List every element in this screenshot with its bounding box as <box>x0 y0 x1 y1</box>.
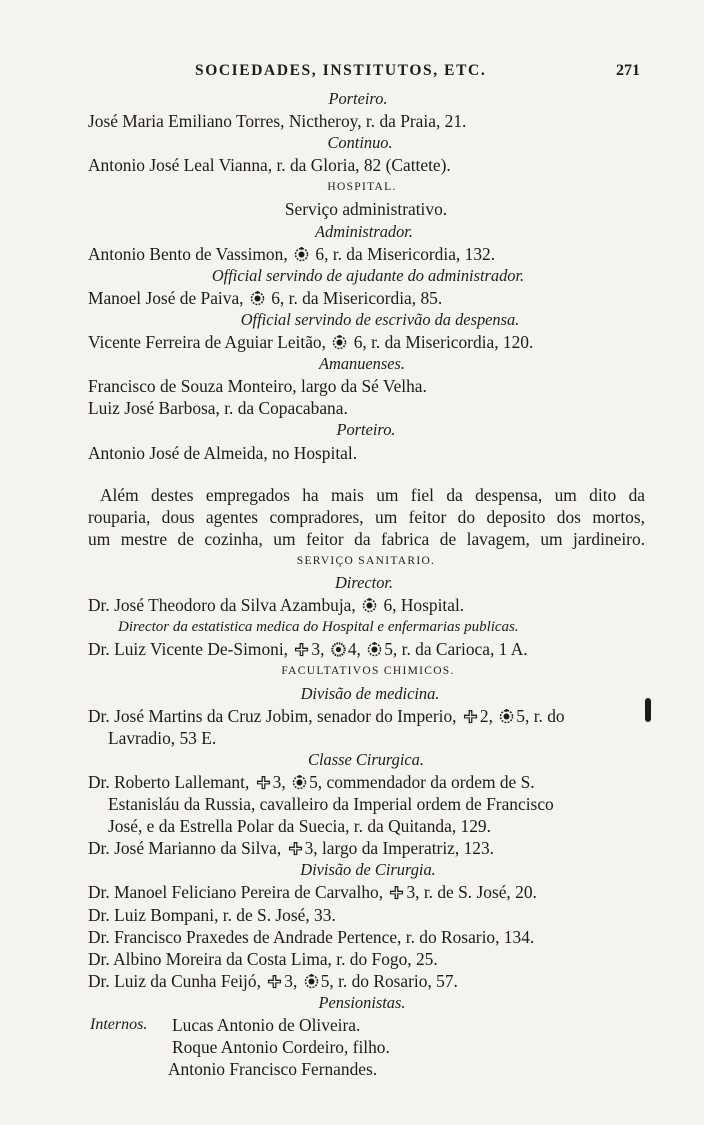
entry-text: José Maria Emiliano Torres, Nictheroy, r. da Praia, 21. <box>88 111 467 132</box>
entry-text: Dr. Albino Moreira da Costa Lima, r. do Fogo, 25. <box>88 948 438 969</box>
order-of-christ-icon <box>294 642 309 657</box>
page-body <box>0 88 704 464</box>
entry-line <box>0 837 704 859</box>
order-of-the-rose-icon <box>292 775 307 790</box>
entry-label: Internos. <box>90 1015 148 1033</box>
section-heading: Classe Cirurgica. <box>308 749 424 769</box>
entry-text: Estanisláu da Russia, cavalleiro da Imperial ordem de Francisco <box>108 794 554 815</box>
section-heading: Divisão de medicina. <box>300 683 440 703</box>
order-of-cruzeiro-icon <box>331 642 346 657</box>
entry-line <box>0 771 704 793</box>
entry-text: Dr. José Theodoro da Silva Azambuja, 6, Hospital. <box>88 595 465 616</box>
section-heading: Continuo. <box>327 133 393 153</box>
section-heading: Porteiro. <box>336 420 396 440</box>
section-heading: Pensionistas. <box>318 992 406 1012</box>
section-heading: Official servindo de ajudante do administrador. <box>211 265 525 285</box>
entry-line <box>0 331 704 353</box>
order-of-the-rose-icon <box>367 642 382 657</box>
entry-line <box>0 815 704 837</box>
order-of-christ-icon <box>288 841 303 856</box>
entry-text: Antonio José Leal Vianna, r. da Gloria, 82 (Cattete). <box>88 155 451 176</box>
section-heading: Divisão de Cirurgia. <box>300 860 436 880</box>
entry-line <box>0 375 704 397</box>
order-of-christ-icon <box>267 974 282 989</box>
entry-text: Lavradio, 53 E. <box>108 727 217 748</box>
entry-text: Antonio Francisco Fernandes. <box>168 1059 378 1080</box>
paragraph-line: rouparia, dous agentes compradores, um feitor do deposito dos mortos, <box>88 507 645 528</box>
section-title-hospital: HOSPITAL. <box>327 181 397 194</box>
order-of-the-rose-icon <box>304 974 319 989</box>
section-heading: Amanuenses. <box>318 354 406 374</box>
entry-text: Dr. Luiz da Cunha Feijó, 3, 5, r. do Rosario, 57. <box>88 970 458 991</box>
section-subtitle: Serviço administrativo. <box>284 199 448 220</box>
order-of-the-rose-icon <box>499 709 514 724</box>
page-number: 271 <box>616 62 640 79</box>
entry-line <box>0 727 704 749</box>
section-heading: Director. <box>334 573 394 593</box>
running-title: SOCIEDADES, INSTITUTOS, ETC. <box>195 62 487 79</box>
entry-text: Lucas Antonio de Oliveira. <box>172 1014 361 1035</box>
entry-line <box>0 970 704 992</box>
entry-text: Vicente Ferreira de Aguiar Leitão, 6, r. da Misericordia, 120. <box>88 332 534 353</box>
entry-line <box>0 926 704 948</box>
entry-line <box>0 442 704 464</box>
section-heading: Administrador. <box>315 221 413 241</box>
entry-text: Luiz José Barbosa, r. da Copacabana. <box>88 398 348 419</box>
entry-line <box>0 1014 704 1036</box>
entry-line <box>0 287 704 309</box>
running-header <box>0 62 704 86</box>
entry-line <box>0 705 704 727</box>
entry-line <box>0 793 704 815</box>
entry-text: José, e da Estrella Polar da Suecia, r. da Quitanda, 129. <box>108 816 491 837</box>
entry-line <box>0 881 704 903</box>
paragraph-line: um mestre de cozinha, um feitor da fabrica de lavagem, um jardineiro. <box>88 529 645 550</box>
section-heading: Official servindo de escrivão da despensa. <box>240 309 520 329</box>
entry-text: Dr. José Martins da Cruz Jobim, senador do Imperio, 2, 5, r. do <box>88 705 565 726</box>
entry-line <box>0 904 704 926</box>
section-title-sanitary: SERVIÇO SANITARIO. <box>296 555 436 567</box>
entry-text: Antonio José de Almeida, no Hospital. <box>88 442 358 463</box>
section-title-chemists: FACULTATIVOS CHIMICOS. <box>281 665 455 678</box>
entry-line <box>0 616 704 638</box>
entry-text: Dr. Luiz Vicente De-Simoni, 3, 4, 5, r. da Carioca, 1 A. <box>88 639 528 660</box>
entry-text: Dr. Francisco Praxedes de Andrade Pertence, r. do Rosario, 134. <box>88 926 535 947</box>
entry-line <box>0 243 704 265</box>
entry-line <box>0 154 704 176</box>
entry-text: Manoel José de Paiva, 6, r. da Misericordia, 85. <box>88 287 443 308</box>
order-of-the-rose-icon <box>362 598 377 613</box>
page-body-sanitary <box>0 550 704 1080</box>
order-of-the-rose-icon <box>250 291 265 306</box>
order-of-christ-icon <box>463 709 478 724</box>
entry-text: Dr. Luiz Bompani, r. de S. José, 33. <box>88 904 336 925</box>
entry-line <box>0 948 704 970</box>
order-of-christ-icon <box>256 775 271 790</box>
margin-ink-mark <box>645 698 651 722</box>
order-of-christ-icon <box>389 885 404 900</box>
order-of-the-rose-icon <box>332 335 347 350</box>
entry-line <box>0 638 704 660</box>
entry-line <box>0 1058 704 1080</box>
entry-text: Antonio Bento de Vassimon, 6, r. da Misericordia, 132. <box>88 243 496 264</box>
entry-line <box>0 594 704 616</box>
paragraph-line: Além destes empregados ha mais um fiel da despensa, um dito da <box>100 485 645 505</box>
entry-line <box>0 1036 704 1058</box>
entry-text: Dr. Roberto Lallemant, 3, 5, commendador da ordem de S. <box>88 771 535 792</box>
entry-line <box>0 397 704 419</box>
entry-text: Dr. José Marianno da Silva, 3, largo da Imperatriz, 123. <box>88 838 495 859</box>
entry-note: Director da estatistica medica do Hospital e enfermarias publicas. <box>118 619 519 636</box>
entry-text: Francisco de Souza Monteiro, largo da Sé Velha. <box>88 376 427 397</box>
note-paragraph <box>88 484 645 550</box>
order-of-the-rose-icon <box>294 247 309 262</box>
entry-line <box>0 110 704 132</box>
entry-text: Dr. Manoel Feliciano Pereira de Carvalho, 3, r. de S. José, 20. <box>88 882 537 903</box>
section-heading: Porteiro. <box>328 89 388 108</box>
entry-text: Roque Antonio Cordeiro, filho. <box>172 1037 390 1058</box>
